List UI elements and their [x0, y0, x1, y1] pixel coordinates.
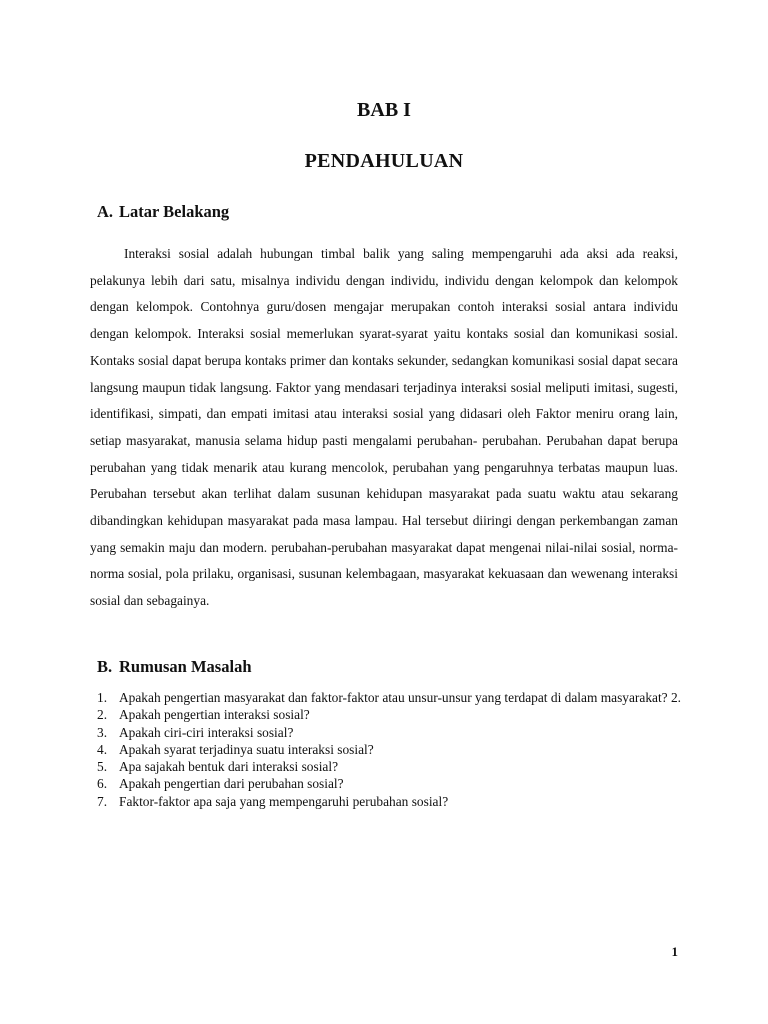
list-item-text: Apakah ciri-ciri interaksi sosial?: [119, 724, 294, 740]
list-item-text: Apakah syarat terjadinya suatu interaksi sosial?: [119, 741, 374, 757]
list-item: [97, 758, 682, 775]
list-item-number: 4.: [97, 741, 108, 757]
section-a-letter: A.: [97, 202, 114, 221]
list-item-number: 5.: [97, 759, 108, 775]
list-item-text: Apakah pengertian interaksi sosial?: [119, 707, 310, 723]
list-item-text: Apakah pengertian dari perubahan sosial?: [119, 776, 344, 792]
section-a-title: Latar Belakang: [119, 202, 230, 221]
list-item: [97, 741, 682, 758]
section-a-heading: [97, 202, 229, 222]
list-item: [97, 689, 682, 706]
list-item-number: 2.: [97, 707, 108, 723]
list-item-number: 7.: [97, 793, 108, 809]
chapter-title: PENDAHULUAN: [304, 150, 464, 172]
list-item: [97, 724, 682, 741]
section-b-title: Rumusan Masalah: [119, 657, 252, 676]
list-item: [97, 706, 682, 723]
list-item: [97, 775, 682, 792]
list-item-number: 3.: [97, 724, 108, 740]
section-b-letter: B.: [97, 657, 113, 676]
list-item-number: 1.: [97, 690, 108, 705]
chapter-number: BAB I: [357, 99, 411, 121]
background-paragraph: Interaksi sosial adalah hubungan timbal balik yang saling mempengaruhi ada aksi ada reaksi, pelakunya lebih dari satu, misalnya individu dengan individu, individu dengan kelompok dan kelompok dengan kelompok. Contohnya guru/dosen mengajar merupakan contoh interaksi sosial antara individu dengan kelompok. Interaksi sosial memerlukan syarat-syarat yaitu kontaks sosial dan komunikasi sosial. Kontaks sosial dapat berupa kontaks primer dan kontaks sekunder, sedangkan komunikasi sosial dapat secara langsung maupun tidak langsung. Faktor yang mendasari terjadinya interaksi sosial meliputi imitasi, sugesti, identifikasi, simpati, dan empati imitasi atau interaksi sosial yang didasari oleh Faktor meniru orang lain, setiap masyarakat, manusia selama hidup pasti mengalami perubahan- perubahan. Perubahan dapat berupa perubahan yang tidak menarik atau kurang mencolok, perubahan yang pengaruhnya terbatas maupun luas. Perubahan tersebut akan terlihat dalam susunan kehidupan masyarakat pada suatu waktu atau sekarang dibandingkan kehidupan masyarakat pada masa lampau. Hal tersebut diiringi dengan perkembangan zaman yang semakin maju dan modern. perubahan-perubahan masyarakat dapat mengenai nilai-nilai sosial, norma-norma sosial, pola prilaku, organisasi, susunan kelembagaan, masyarakat kekuasaan dan wewenang interaksi sosial dan sebagainya.: [90, 246, 678, 609]
list-item-number: 6.: [97, 776, 108, 792]
section-b-heading: [97, 657, 252, 677]
list-item-text: Apakah pengertian masyarakat dan faktor-faktor atau unsur-unsur yang terdapat di dalam masyarakat? 2.: [119, 690, 682, 705]
list-item-text: Faktor-faktor apa saja yang mempengaruhi perubahan sosial?: [119, 793, 449, 809]
list-item-text: Apa sajakah bentuk dari interaksi sosial?: [119, 759, 339, 775]
page-number: 1: [671, 944, 678, 959]
problem-question-list: [97, 689, 682, 810]
list-item: [97, 793, 682, 810]
